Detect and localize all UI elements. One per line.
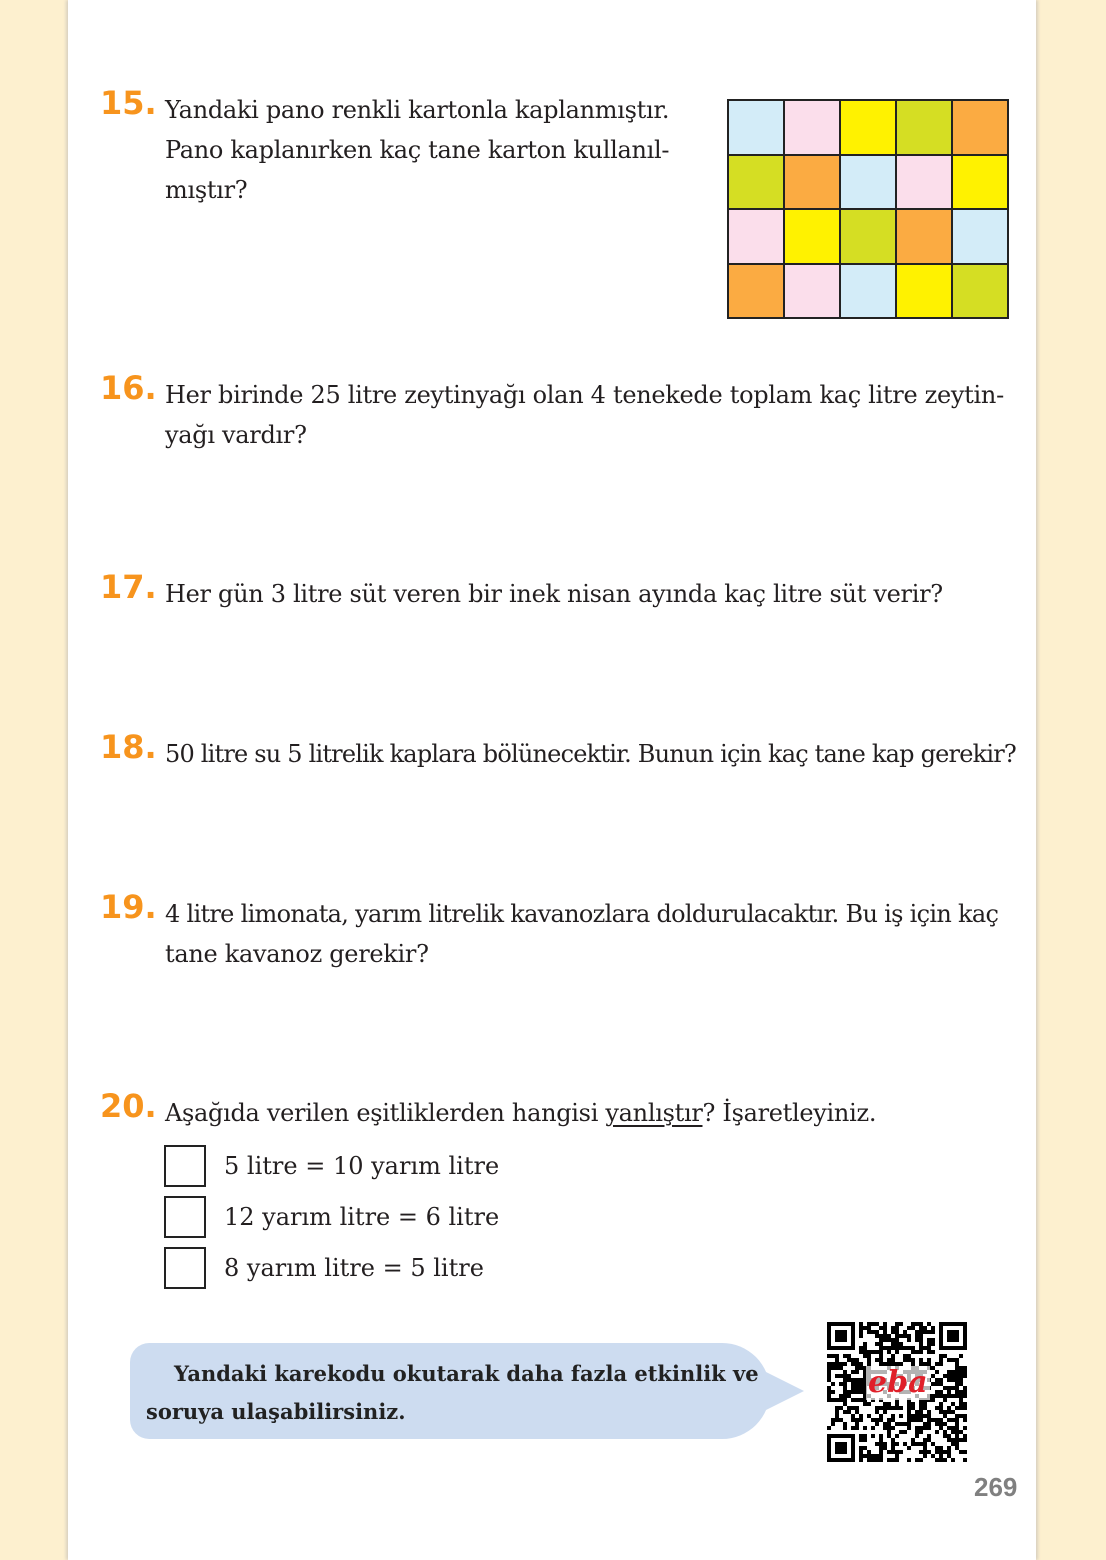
bubble-text — [146, 1355, 759, 1431]
question-number: 19. — [100, 888, 157, 926]
board-cell — [840, 100, 896, 155]
colored-board-grid — [727, 99, 1009, 319]
question-number: 18. — [100, 728, 157, 766]
question-text: yağı vardır? — [165, 421, 307, 449]
eba-logo: eba — [868, 1365, 928, 1400]
board-cell — [952, 100, 1008, 155]
question-text: Her gün 3 litre süt veren bir inek nisan ayında kaç litre süt verir? — [165, 580, 943, 608]
board-cell — [784, 209, 840, 264]
question-text: tane kavanoz gerekir? — [165, 940, 429, 968]
text-part: ? İşaretleyiniz. — [702, 1099, 877, 1127]
question-text: Her birinde 25 litre zeytinyağı olan 4 tenekede toplam kaç litre zeytin- — [165, 381, 1004, 409]
question-number: 20. — [100, 1087, 157, 1125]
question-text: 50 litre su 5 litrelik kaplara bölünecektir. Bunun için kaç tane kap gerekir? — [165, 740, 1016, 768]
question-text: 4 litre limonata, yarım litrelik kavanozlara doldurulacaktır. Bu iş için kaç — [165, 900, 999, 928]
board-cell — [784, 264, 840, 319]
board-cell — [840, 264, 896, 319]
board-cell — [840, 155, 896, 210]
board-cell — [784, 155, 840, 210]
option-3[interactable] — [164, 1245, 484, 1291]
board-cell — [728, 100, 784, 155]
underlined-word: yanlıştır — [605, 1099, 703, 1127]
page-number: 269 — [974, 1472, 1018, 1502]
question-text: mıştır? — [165, 176, 248, 204]
question-number: 17. — [100, 568, 157, 606]
checkbox[interactable] — [164, 1247, 206, 1289]
board-cell — [952, 264, 1008, 319]
question-number: 16. — [100, 369, 157, 407]
board-cell — [728, 209, 784, 264]
board-cell — [728, 264, 784, 319]
board-cell — [896, 155, 952, 210]
option-label: 12 yarım litre = 6 litre — [224, 1203, 500, 1231]
question-number: 15. — [100, 84, 157, 122]
info-speech-bubble — [130, 1343, 770, 1439]
board-cell — [896, 209, 952, 264]
checkbox[interactable] — [164, 1196, 206, 1238]
question-text: Yandaki pano renkli kartonla kaplanmıştır. — [165, 96, 670, 124]
option-2[interactable] — [164, 1194, 499, 1240]
board-cell — [952, 155, 1008, 210]
board-cell — [952, 209, 1008, 264]
option-1[interactable] — [164, 1143, 499, 1189]
option-label: 8 yarım litre = 5 litre — [224, 1254, 484, 1282]
bubble-line: soruya ulaşabilirsiniz. — [146, 1399, 406, 1424]
checkbox[interactable] — [164, 1145, 206, 1187]
board-cell — [784, 100, 840, 155]
text-part: Aşağıda verilen eşitliklerden hangisi — [165, 1099, 606, 1127]
option-label: 5 litre = 10 yarım litre — [224, 1152, 500, 1180]
bubble-line: Yandaki karekodu okutarak daha fazla etkinlik ve — [174, 1361, 759, 1386]
question-text — [165, 1093, 876, 1133]
board-cell — [728, 155, 784, 210]
question-text: Pano kaplanırken kaç tane karton kullanıl- — [165, 136, 670, 164]
board-cell — [840, 209, 896, 264]
board-cell — [896, 264, 952, 319]
board-cell — [896, 100, 952, 155]
